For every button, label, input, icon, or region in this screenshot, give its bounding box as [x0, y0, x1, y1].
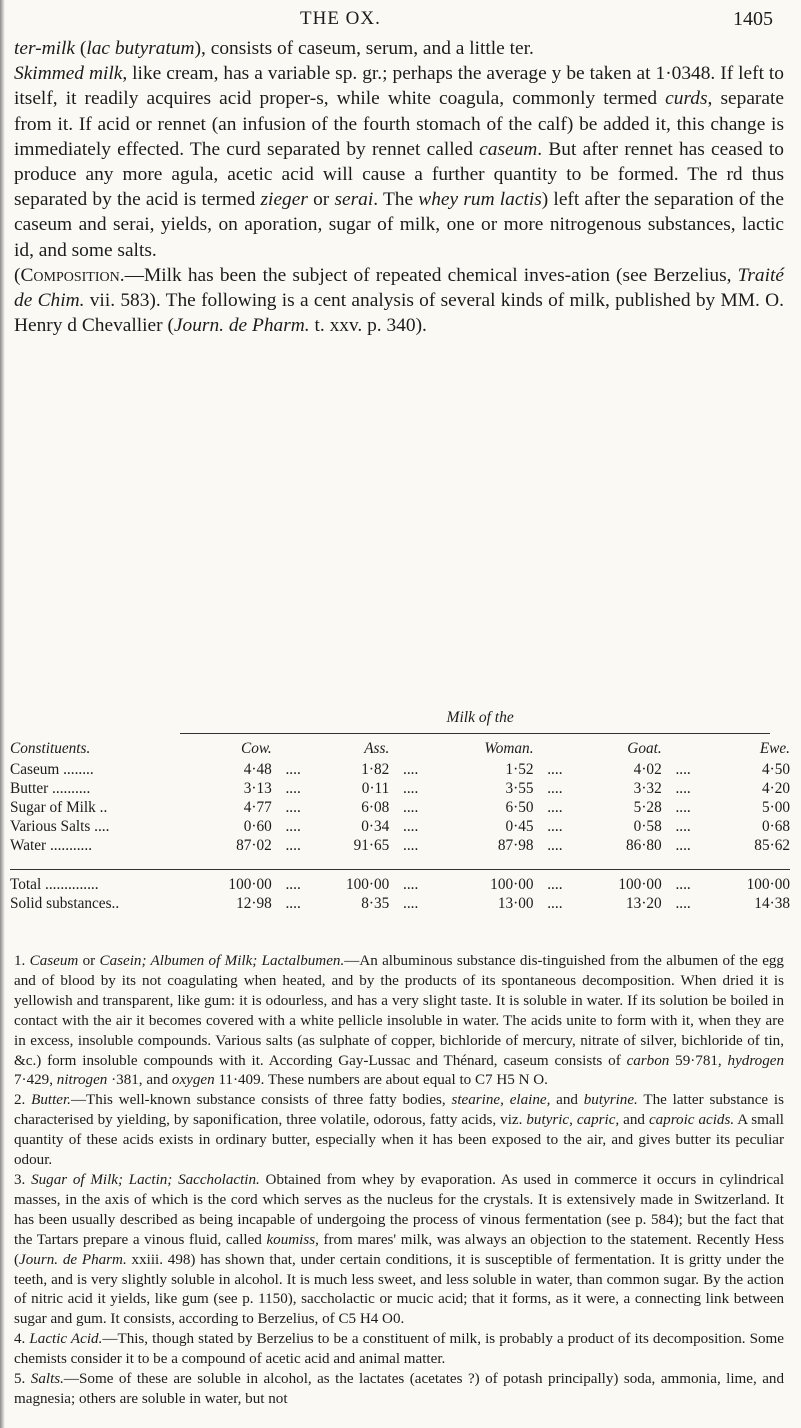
leader-dots: ....: [547, 895, 563, 912]
term-whey: whey rum lactis: [418, 189, 542, 211]
leader-dots: ....: [547, 876, 563, 893]
text: 11·409. These numbers are about equal to C7 H5 N O.: [214, 1072, 548, 1089]
leader-dots: ....: [403, 836, 419, 854]
leader-dots: ....: [675, 760, 691, 778]
leader-dots: ....: [675, 779, 691, 797]
term: butyric, capric,: [526, 1112, 620, 1129]
term: Lactic Acid.: [29, 1331, 103, 1348]
leader-dots: ....: [403, 779, 419, 797]
leader-dots: ....: [547, 798, 563, 816]
section-heading: (Composition.: [14, 264, 125, 286]
table-cell: 13·20: [626, 895, 662, 912]
note-number: 2.: [14, 1092, 32, 1109]
note-caseum: [14, 952, 784, 1091]
running-title: THE OX.: [300, 8, 381, 29]
term-latin: lac butyratum: [86, 38, 195, 59]
text: or: [78, 953, 100, 969]
text: ·381, and: [107, 1072, 172, 1089]
group-rule: [180, 733, 770, 734]
row-label: Caseum ........: [10, 760, 94, 778]
text: —An albuminous substance dis-tinguished from the albumen of the egg and of blood by its not coagulating when heated, and by the products of its spontaneous decomposition. When dried it is yellowish and transparent, like gum: it is odourless, and has a very slight taste. It is soluble in water. If its solution be boiled in contact with the air it becomes covered with a white pellicle insoluble in water. The acids unite to form with it, when they are in excess, insoluble compounds. Various salts (as sulphate of copper, bichloride of mercury, nitrate of silver, bichloride of tin, &c.) form insoluble compounds with it. According Gay-Lussac and Thénard, caseum consists of: [14, 953, 784, 1069]
table-cell: 85·62: [754, 836, 790, 854]
leader-dots: ....: [285, 876, 301, 893]
text: —Milk has been the subject of repeated chemical inves-ation (see Berzelius,: [124, 264, 738, 286]
table-cell: 0·68: [761, 817, 790, 835]
table-cell: 4·02: [633, 760, 662, 778]
table-cell: 87·02: [236, 836, 272, 854]
text: and: [619, 1112, 649, 1129]
page-header: [0, 6, 801, 34]
term: Salts.: [30, 1371, 64, 1388]
row-label: Solid substances..: [10, 895, 120, 912]
term-caseum: caseum: [479, 138, 538, 160]
term-skimmed-milk: Skimmed milk: [14, 63, 123, 85]
text: The latter substance is characterised by yielding, by saponification, three volatile, odorous, fatty acids, viz.: [14, 1092, 784, 1129]
leader-dots: ....: [547, 836, 563, 854]
table-cell: 12·98: [236, 895, 272, 912]
text: t. xxv. p. 340).: [309, 315, 427, 337]
term: Butter.: [31, 1092, 71, 1109]
term: Journ. de Pharm.: [19, 1251, 127, 1268]
text: A small quantity of these acids exists in ordinary butter, especially when it has been exposed to the air, and gives butter its peculiar odour.: [14, 1112, 784, 1169]
note-lactic-acid: [14, 1330, 784, 1370]
note-number: 1.: [14, 953, 30, 969]
term: nitrogen: [56, 1072, 108, 1089]
table-row: [10, 817, 790, 836]
term-buttermilk: ter-milk: [14, 38, 75, 59]
note-number: 3.: [14, 1171, 32, 1188]
leader-dots: ....: [285, 798, 301, 816]
table-cell: 5·28: [633, 798, 662, 816]
text: xxiii. 498) has shown that, under certain conditions, it is susceptible of fermentation. It is gritty under the teeth, and is very slightly soluble in alcohol. It is much less sweet, and less soluble in water, than common sugar. By the action of nitric acid it yields, like gum (see p. 1150), saccholactic or mucic acid; that it forms, as it were, a connecting link between sugar and gum. It consists, according to Berzelius, of C5 H4 O0.: [14, 1251, 784, 1328]
group-caption: Milk of the: [446, 709, 514, 726]
leader-dots: ....: [675, 817, 691, 835]
leader-dots: ....: [285, 779, 301, 797]
row-label: Butter ..........: [10, 779, 91, 797]
term: koumiss: [266, 1231, 316, 1248]
leader-dots: ....: [675, 836, 691, 854]
text: and: [550, 1092, 584, 1109]
table-cell: 4·50: [761, 760, 790, 778]
total-row: [10, 895, 790, 914]
page-gutter-shadow: [0, 0, 5, 1428]
text: —Some of these are soluble in alcohol, as the lactates (acetates ?) of potash principally) soda, ammonia, lime, and magnesia; others are soluble in water, but not: [14, 1371, 785, 1407]
text: ) left after the separation of the caseum and serai, yields, on aporation, sugar of milk, one or more nitrogenous substances, lactic id, and some salts.: [14, 189, 784, 261]
leader-dots: ....: [403, 760, 419, 778]
table-cell: 100·00: [490, 876, 534, 893]
text: . The: [373, 189, 419, 211]
paragraph-composition: [14, 263, 784, 339]
text: , from mares' milk, was always an objection to the statement. Recently Hess (: [14, 1231, 784, 1268]
term: Sugar of Milk; Lactin; Saccholactin.: [31, 1171, 260, 1188]
table-row: [10, 836, 790, 855]
note-number: 5.: [14, 1371, 31, 1388]
leader-dots: ....: [285, 836, 301, 854]
paragraph-buttermilk: [14, 36, 784, 61]
text: (: [75, 38, 87, 59]
table-cell: 100·00: [345, 876, 390, 893]
column-header: Goat.: [627, 740, 662, 757]
term: caproic acids.: [648, 1112, 735, 1129]
table-cell: 100·00: [228, 876, 272, 893]
term: oxygen: [171, 1072, 215, 1089]
table-cell: 0·60: [243, 817, 272, 835]
note-number: 4.: [14, 1331, 30, 1348]
column-header: Constituents.: [10, 740, 91, 757]
table-cell: 0·58: [633, 817, 662, 835]
table-cell: 14·38: [754, 895, 790, 912]
leader-dots: ....: [675, 876, 691, 893]
text: 7·429,: [14, 1072, 57, 1089]
table-cell: 3·55: [505, 779, 534, 797]
term: stearine, elaine,: [451, 1092, 551, 1109]
leader-dots: ....: [403, 876, 419, 893]
column-header: Cow.: [241, 740, 272, 757]
leader-dots: ....: [285, 895, 301, 912]
note-sugar-of-milk: [14, 1171, 784, 1330]
leader-dots: ....: [285, 817, 301, 835]
leader-dots: ....: [675, 798, 691, 816]
term-zieger: zieger: [260, 189, 308, 211]
leader-dots: ....: [285, 760, 301, 778]
text: ), consists of caseum, serum, and a little ter.: [194, 38, 534, 59]
text: Obtained from whey by evaporation. As used in commerce it occurs in cylindrical masses, in the axis of which is the cord which serves as the nucleus for the crystals. It is extensively made in Switzerland. It has been usually described as being incapable of undergoing the process of vinous fermentation (see p. 584); but the fact that the Tartars prepare a vinous fluid, called: [14, 1171, 785, 1248]
column-header: Ewe.: [759, 740, 790, 757]
total-row: [10, 876, 790, 895]
note-salts: [14, 1370, 784, 1410]
row-label: Sugar of Milk ..: [10, 798, 108, 816]
table-cell: 13·00: [497, 895, 534, 912]
table-cell: 87·98: [497, 836, 534, 854]
term: hydrogen: [727, 1052, 784, 1069]
term-serai: serai: [334, 189, 374, 211]
table-cell: 6·50: [505, 798, 534, 816]
term: butyrine.: [583, 1092, 638, 1109]
term-curds: curds: [665, 88, 708, 110]
leader-dots: ....: [675, 895, 691, 912]
row-label: Total ..............: [10, 876, 99, 893]
column-header: Ass.: [364, 740, 390, 757]
table-cell: 6·08: [361, 798, 390, 816]
table-cell: 8·35: [361, 895, 390, 912]
text: —This, though stated by Berzelius to be a constituent of milk, is probably a product of its decomposition. Some chemists consider it to be a compound of acetic acid and animal matter.: [14, 1331, 784, 1368]
table-row: [10, 798, 790, 817]
table-cell: 3·32: [633, 779, 662, 797]
column-header: Woman.: [484, 740, 534, 757]
page-number: 1405: [733, 8, 773, 30]
table-cell: 4·48: [243, 760, 272, 778]
table-cell: 0·45: [505, 817, 534, 835]
paragraph-skimmed-milk: [14, 61, 784, 263]
table-cell: 4·77: [243, 798, 272, 816]
table-row: [10, 779, 790, 798]
leader-dots: ....: [403, 817, 419, 835]
term: carbon: [626, 1052, 670, 1069]
table-cell: 100·00: [746, 876, 790, 893]
text: vii. 583). The following is a cent analysis of several kinds of milk, published by MM. O. Henry d Chevallier (: [14, 290, 784, 337]
citation-journal: Journ. de Pharm.: [173, 315, 310, 337]
table-header-row: [10, 738, 790, 760]
leader-dots: ....: [547, 817, 563, 835]
table-cell: 0·34: [361, 817, 390, 835]
note-butter: [14, 1091, 784, 1171]
leader-dots: ....: [403, 895, 419, 912]
table-cell: 5·00: [761, 798, 790, 816]
row-label: Various Salts ....: [10, 817, 110, 835]
table-cell: 91·65: [353, 836, 390, 854]
leader-dots: ....: [403, 798, 419, 816]
footnotes: [14, 952, 784, 1410]
table-cell: 1·52: [505, 760, 534, 778]
table-cell: 100·00: [618, 876, 662, 893]
text: 59·781,: [669, 1052, 728, 1069]
term: Caseum: [29, 953, 79, 969]
table-cell: 4·20: [761, 779, 790, 797]
leader-dots: ....: [547, 760, 563, 778]
text: . But after rennet has ceased to produce any more agula, acetic acid will cause a further quantity to be formed. The rd thus separated by the acid is termed: [14, 138, 784, 211]
table-cell: 1·82: [361, 760, 390, 778]
text: , like cream, has a variable sp. gr.; perhaps the average y be taken at 1·0348. If left to itself, it readily acquires acid proper-s, while white coagula, commonly termed: [14, 63, 785, 110]
table-cell: 0·11: [361, 779, 390, 797]
text: , separate from it. If acid or rennet (an infusion of the fourth stomach of the calf) be added it, this change is immediately effected. The curd separated by rennet called: [14, 88, 784, 160]
table-cell: 3·13: [243, 779, 272, 797]
row-label: Water ...........: [10, 836, 93, 854]
leader-dots: ....: [547, 779, 563, 797]
text: —This well-known substance consists of three fatty bodies,: [70, 1092, 452, 1109]
table-cell: 86·80: [626, 836, 662, 854]
text: or: [307, 189, 335, 211]
table-row: [10, 760, 790, 779]
body-text: [14, 36, 784, 338]
citation-title: Traité de Chim.: [14, 264, 784, 312]
milk-composition-table: [10, 708, 790, 914]
term: Casein; Albumen of Milk; Lactalbumen.: [99, 953, 345, 969]
